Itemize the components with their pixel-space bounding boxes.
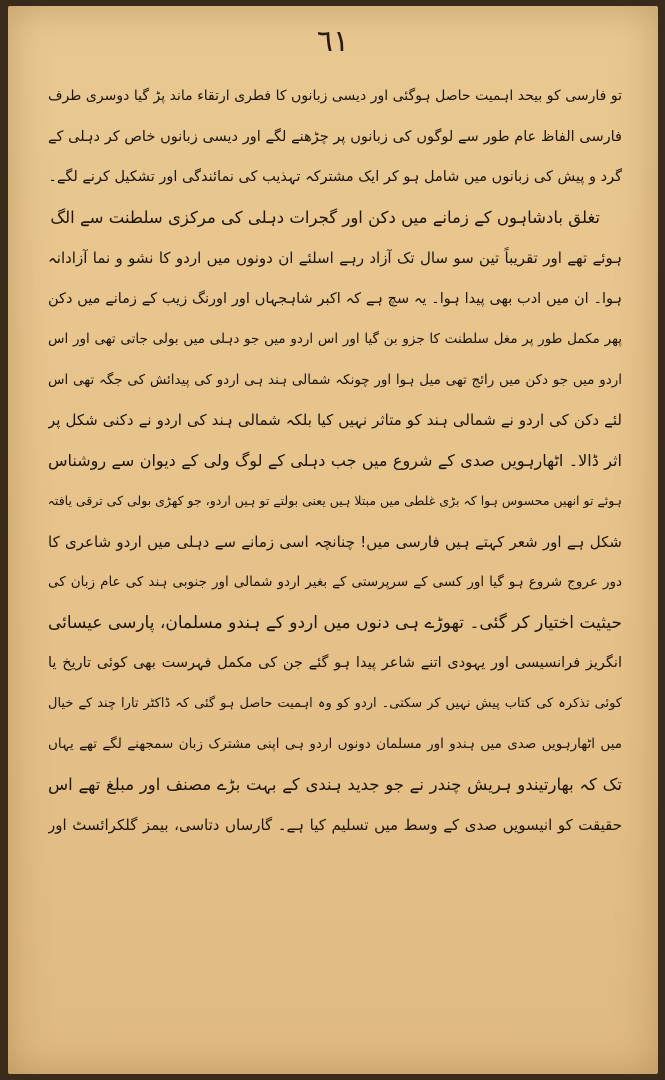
text-line: انگریز فرانسیسی اور یہودی اتنے شاعر پیدا ہو گئے جن کی مکمل فہرست بھی کوئی تاریخ یا (48, 655, 622, 671)
text-line: دور عروج شروع ہو گیا اور کسی کے سرپرستی کے بغیر اردو شمالی اور جنوبی ہند کی عام زبان کی (48, 574, 622, 590)
text-line: ہوئے تھے اور تقریباً تین سو سال تک آزاد رہے اسلئے ان دونوں میں اردو کا نشو و نما آزادانہ (48, 249, 622, 267)
text-line: پھر مکمل طور پر مغل سلطنت کا جزو بن گیا اور اس اردو میں جو دہلی میں بولی جاتی تھی اور اس (48, 331, 622, 347)
text-line: شکل ہے اور شعر کہتے ہیں فارسی میں! چنانچہ اسی زمانے سے دہلی میں اردو شاعری کا (48, 532, 622, 551)
book-page (8, 6, 658, 1074)
text-line: تو فارسی کو بیحد اہمیت حاصل ہوگئی اور دیسی زبانوں کا فطری ارتقاء ماند پڑ گیا دوسری طرف (48, 88, 622, 104)
text-line: اثر ڈالا۔ اٹھارہویں صدی کے شروع میں جب دہلی کے لوگ ولی کے دیوان سے روشناس (48, 450, 622, 470)
paragraph-start-line: تغلق بادشاہوں کے زمانے میں دکن اور گجرات دہلی کی مرکزی سلطنت سے الگ (50, 207, 600, 227)
text-line: تک کہ بھارتیندو ہریش چندر نے جو جدید ہندی کے بہت بڑے مصنف اور مبلغ تھے اس (48, 774, 622, 794)
text-line: گرد و پیش کی زبانوں میں شامل ہو کر ایک مشترکہ تہذیب کی نمائندگی اور تشکیل کرنے لگے۔ (48, 169, 622, 185)
body-text (48, 76, 622, 846)
text-line: ہوا۔ ان میں ادب بھی پیدا ہوا۔ یہ سچ ہے کہ اکبر شاہجہاں اور اورنگ زیب کے زمانے میں دکن (48, 290, 622, 307)
text-line: میں اٹھارہویں صدی میں ہندو اور مسلمان دونوں اردو ہی اپنی مشترک زبان سمجھنے لگے تھے یہاں (48, 736, 622, 752)
text-line: اردو میں جو دکن میں رائج تھی میل ہوا اور چونکہ شمالی ہند ہی اردو کی پیدائش کی جگہ تھی اس (48, 371, 622, 388)
text-line: کوئی تذکرہ کی کتاب پیش نہیں کر سکتی۔ اردو کو وہ اہمیت حاصل ہو گئی کہ ڈاکٹر تارا چند کے خیال (48, 695, 622, 711)
text-line: فارسی الفاظ عام طور سے لوگوں کی زبانوں پر چڑھنے لگے اور دیسی زبانوں خاص کر دہلی کے (48, 128, 622, 145)
text-line: ہوئے تو انھیں محسوس ہوا کہ بڑی غلطی میں مبتلا ہیں یعنی بولتے تو ہیں اردو، جو کھڑی بولی کی ترقی یافتہ (48, 493, 622, 508)
text-line: حیثیت اختیار کر گئی۔ تھوڑے ہی دنوں میں اردو کے ہندو مسلمان، پارسی عیسائی (48, 612, 622, 633)
text-line: حقیقت کو انیسویں صدی کے وسط میں تسلیم کیا ہے۔ گارساں دتاسی، بیمز گلکرائسٹ اور (48, 816, 622, 834)
text-line: لئے دکن کی اردو نے شمالی ہند کو متاثر نہیں کیا بلکہ شمالی ہند کی اردو نے دکنی شکل پر (48, 411, 622, 429)
page-number: ٦١ (316, 24, 350, 59)
